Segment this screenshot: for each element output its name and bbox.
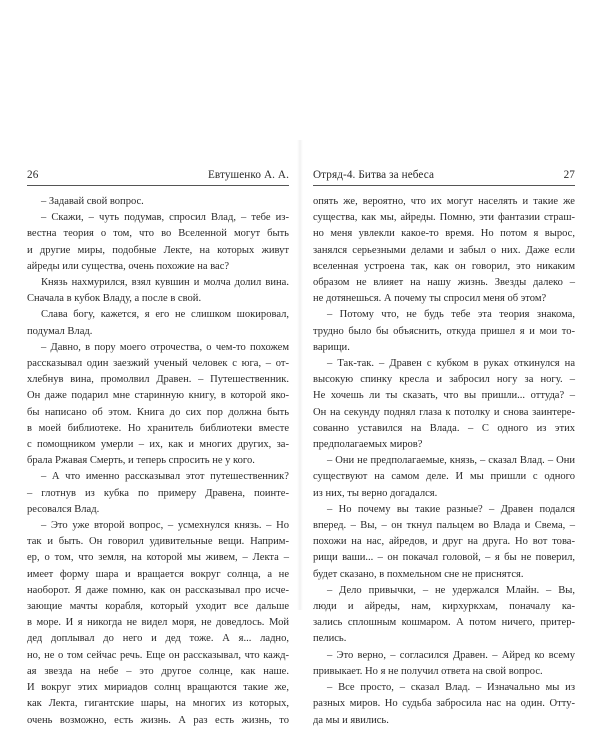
text-line: существа, как мы, айреды. Помню, эти фантазии страш- (313, 212, 575, 224)
text-line: – Но почему вы такие разные? – Дравен подался (327, 503, 575, 515)
text-line: рищи ваши... – он покачал головой, – я бы не поверил, (313, 552, 575, 564)
text-line: – Это верно, – согласился Дравен. – Айред ко всему (327, 649, 575, 661)
left-page-number: 26 (27, 169, 39, 181)
text-line: в моей библиотеке. Но хранитель библиотеки вместе (27, 422, 289, 434)
text-line: так и быть. Он говорил удивительные вещи. Наприм- (27, 536, 289, 548)
text-line: Слава богу, кажется, я его не слишком шокировал, (41, 309, 289, 321)
text-line: привыкает. Но я не получил ответа на свой вопрос. (313, 665, 543, 677)
text-line: но, не о том сейчас речь. Еще он рассказывал, что кажд- (27, 649, 289, 661)
left-running-head: Евтушенко А. А. (207, 169, 289, 181)
text-line: зались сплошным кошмаром. А потом ничего, притер- (313, 617, 575, 629)
text-line: похожи на нас, айредов, и друг на друга. Но вот това- (313, 536, 575, 548)
left-page-header (27, 168, 289, 186)
text-line: вперед. – Вы, – он ткнул пальцем во Влада и Свема, – (313, 520, 575, 532)
text-line: хлебнув вина, промолвил Дравен. – Путешественник. (27, 374, 289, 386)
text-line: зающие мачты корабля, который уходит все дальше (27, 601, 289, 613)
text-line: не дотянешься. А почему ты спросил меня об этом? (313, 293, 547, 305)
right-page-text (313, 194, 575, 729)
text-line: ая звезда на небе – это другое солнце, как наше. (27, 665, 289, 677)
text-line: Он на секунду поднял глаза к потолку и снова заинтере- (313, 406, 575, 418)
text-line: И вокруг этих мириадов солнц вращаются такие же, (27, 682, 289, 694)
text-line: айреды или существа, очень похожие на вас? (27, 260, 230, 272)
text-line: дед доплывал до него и дед тоже. А я... ладно, (27, 633, 289, 645)
text-line: – Все просто, – сказал Влад. – Изначально мы из (327, 682, 575, 694)
text-line: – Это уже второй вопрос, – усмехнулся князь. – Но (41, 520, 289, 532)
text-line: существуют на самом деле. И мы пришли с одного (313, 471, 575, 483)
left-page (27, 168, 289, 729)
right-running-head: Отряд-4. Битва за небеса (313, 169, 435, 181)
right-page (313, 168, 575, 729)
text-line: вселенная устроена так, как он говорил, это никаким (313, 260, 575, 272)
left-page-text (27, 194, 289, 729)
right-page-number: 27 (563, 169, 575, 181)
text-line: – Задавай свой вопрос. (41, 196, 144, 207)
text-line: наоборот. Я даже помню, как он рассказывал про исче- (27, 584, 289, 596)
text-line: опять же, вероятно, что их могут населять и такие же (313, 196, 575, 207)
text-line: сованно уставился на Влада. – С одного из этих (313, 422, 575, 434)
book-gutter (297, 140, 303, 610)
text-line: и другие миры, подобные Лекте, на которых живут (27, 244, 289, 256)
text-line: бы написано об этом. Книга до сих пор должна быть (27, 406, 289, 418)
text-line: – Дело привычки, – не удержался Млайн. – Вы, (327, 584, 575, 596)
text-line: люди и айреды, нам, кирхуркхам, поначалу ка- (313, 601, 575, 613)
text-line: ресовался Влад. (27, 503, 100, 515)
text-line: разных миров. Но судьба забросила нас на один. Отту- (313, 698, 575, 710)
text-line: – глотнув из кубка по примеру Дравена, поинте- (27, 487, 289, 499)
text-line: – Они не предполагаемые, князь, – сказал Влад. – Они (327, 455, 575, 467)
text-line: рассказывал один заезжий ученый человек с юга, – от- (27, 358, 289, 370)
right-page-header (313, 168, 575, 186)
text-line: варищи. (313, 341, 350, 353)
text-line: в море. И я никогда не видел моря, не доведлось. Мой (27, 617, 289, 629)
text-line: очень возможно, есть жизнь. А раз есть жизнь, то (27, 714, 289, 726)
text-line: но меня увлекли какое-то время. Но потом я вырос, (313, 228, 575, 240)
text-line: образом не влияет на нашу жизнь. Звезды далеко – (313, 277, 575, 289)
text-line: – А что именно рассказывал этот путешественник? (41, 471, 289, 483)
text-line: Он даже подарил мне старинную книгу, в которой яко- (27, 390, 289, 402)
text-line: занялся серьезными делами и забыл о них. Даже если (313, 244, 575, 256)
text-line: из них, ты верно догадался. (313, 487, 438, 499)
text-line: подумал Влад. (27, 325, 93, 337)
text-line: пелись. (313, 633, 347, 645)
text-line: – Скажи, – чуть подумав, спросил Влад, – тебе из- (41, 212, 289, 224)
text-line: Князь нахмурился, взял кувшин и молча долил вина. (41, 277, 289, 289)
text-line: как Лекта, гигантские шары, на многих из которых, (27, 698, 289, 710)
text-line: Сначала в кубок Владу, а после в свой. (27, 293, 202, 305)
text-line: трудно было бы объяснить, откуда пришел я и мои то- (313, 325, 575, 337)
text-line: Не хочешь ли ты сказать, что вы пришли... оттуда? – (313, 390, 575, 402)
text-line: высокую спинку кресла и забросил ногу за ногу. – (313, 374, 575, 386)
text-line: будет сказано, в похмельном сне не приснятся. (313, 568, 524, 580)
text-line: ер, о том, что земля, на которой мы живем, – Лекта – (27, 552, 289, 564)
text-line: вестна теория о том, что во Вселенной могут быть (27, 228, 289, 240)
text-line: – Так-так. – Дравен с кубком в руках откинулся на (327, 358, 575, 370)
text-line: брала Ржавая Смерть, и теперь спросить не у кого. (27, 455, 255, 467)
text-line: имеет форму шара и вращается вокруг солнца, а не (27, 568, 289, 580)
text-line: да мы и явились. (313, 714, 389, 726)
text-line: – Давно, в пору моего отрочества, о чем-то похожем (41, 341, 289, 353)
text-line: – Потому что, не будь тебе эта теория знакома, (327, 309, 575, 321)
text-line: с помощником умерли – их, как и многих других, за- (27, 439, 289, 451)
text-line: предполагаемых миров? (313, 439, 423, 451)
